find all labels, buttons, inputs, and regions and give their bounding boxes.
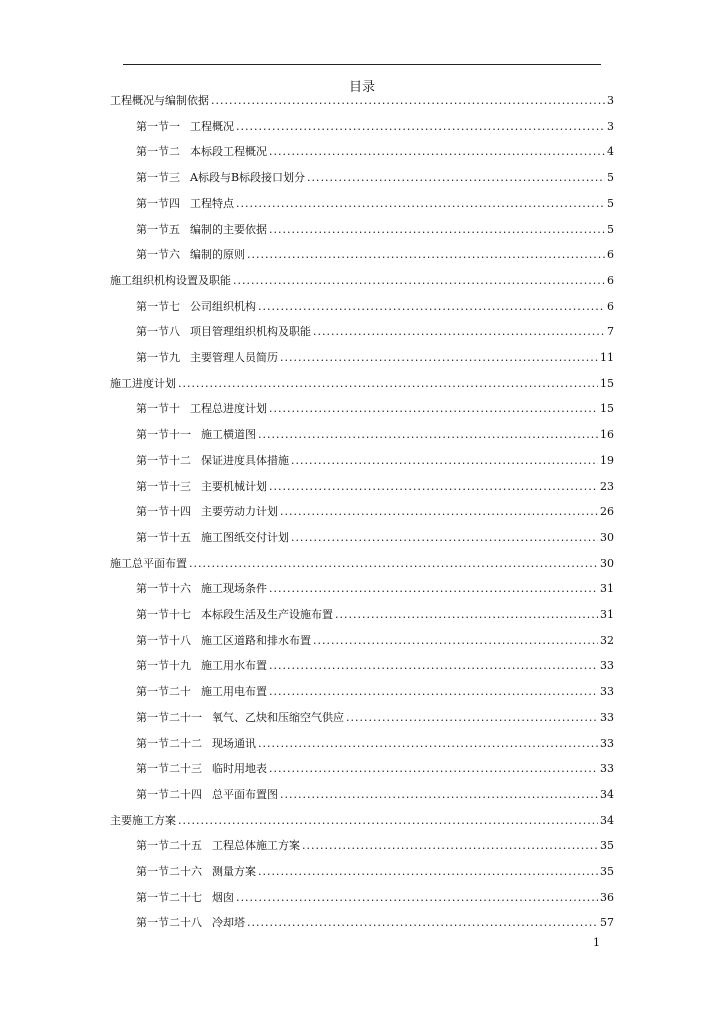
toc-entry-title: 施工进度计划 bbox=[110, 376, 176, 390]
toc-entry[interactable] bbox=[110, 92, 614, 108]
toc-entry[interactable] bbox=[136, 606, 614, 622]
toc-entry-title: 主要劳动力计划 bbox=[201, 505, 278, 519]
toc-leader-dots bbox=[280, 505, 598, 518]
toc-section-number: 第一节十六 bbox=[136, 582, 191, 596]
toc-leader-dots bbox=[302, 839, 598, 852]
toc-entry-title: 施工总平面布置 bbox=[110, 556, 187, 570]
toc-leader-dots bbox=[291, 531, 598, 544]
toc-page-number: 19 bbox=[600, 453, 614, 467]
toc-entry[interactable] bbox=[136, 452, 614, 468]
toc-entry-title: 项目管理组织机构及职能 bbox=[190, 325, 311, 339]
toc-entry[interactable] bbox=[136, 786, 614, 802]
toc-entry-title: 测量方案 bbox=[212, 865, 256, 878]
toc-title: 目录 bbox=[348, 80, 375, 95]
toc-entry[interactable] bbox=[136, 683, 614, 699]
toc-entry[interactable] bbox=[136, 118, 614, 134]
toc-entry-title: A标段与B标段接口划分 bbox=[190, 171, 306, 185]
toc-leader-dots bbox=[269, 223, 605, 236]
toc-section-number: 第一节九 bbox=[136, 351, 180, 364]
toc-leader-dots bbox=[269, 582, 598, 595]
toc-entry[interactable] bbox=[136, 529, 614, 545]
toc-leader-dots bbox=[269, 685, 598, 698]
toc-leader-dots bbox=[236, 120, 605, 133]
toc-page-number: 33 bbox=[600, 762, 614, 776]
toc-entry[interactable] bbox=[110, 375, 614, 391]
toc-entry-title: 施工现场条件 bbox=[201, 582, 267, 596]
toc-leader-dots bbox=[269, 480, 598, 493]
toc-page-number: 5 bbox=[607, 171, 614, 185]
toc-page-number: 15 bbox=[600, 402, 614, 416]
toc-page-number: 11 bbox=[600, 351, 614, 364]
toc-section-number: 第一节二十四 bbox=[136, 787, 202, 801]
toc-section-number: 第一节六 bbox=[136, 248, 180, 262]
toc-section-number: 第一节七 bbox=[136, 299, 180, 313]
toc-page-number: 16 bbox=[600, 428, 614, 442]
toc-leader-dots bbox=[236, 197, 605, 210]
toc-page-number: 30 bbox=[600, 530, 614, 544]
toc-page-number: 3 bbox=[607, 94, 614, 107]
toc-entry-title: 工程总进度计划 bbox=[190, 402, 267, 416]
toc-page-number: 34 bbox=[600, 813, 614, 827]
toc-section-number: 第一节十七 bbox=[136, 608, 191, 621]
toc-section-number: 第一节十二 bbox=[136, 453, 191, 467]
toc-leader-dots bbox=[335, 608, 598, 621]
toc-section-number: 第一节十一 bbox=[136, 428, 191, 442]
toc-entry[interactable] bbox=[136, 143, 614, 159]
toc-entry[interactable] bbox=[136, 349, 614, 365]
toc-entry[interactable] bbox=[136, 400, 614, 416]
toc-leader-dots bbox=[233, 274, 605, 287]
toc-page-number: 7 bbox=[607, 325, 614, 339]
toc-page-number: 33 bbox=[600, 659, 614, 673]
toc-page-number: 33 bbox=[600, 710, 614, 724]
toc-section-number: 第一节二十五 bbox=[136, 839, 202, 853]
toc-section-number: 第一节二十 bbox=[136, 685, 191, 699]
toc-leader-dots bbox=[258, 300, 605, 313]
toc-entry[interactable] bbox=[136, 709, 614, 725]
toc-section-number: 第一节二十七 bbox=[136, 890, 202, 904]
toc-leader-dots bbox=[236, 891, 598, 904]
toc-entry[interactable] bbox=[136, 863, 614, 879]
toc-section-number: 第一节二十一 bbox=[136, 710, 202, 724]
toc-entry-title: 施工用水布置 bbox=[201, 659, 267, 673]
toc-page-number: 15 bbox=[600, 376, 614, 390]
toc-entry-title: 现场通讯 bbox=[212, 736, 256, 750]
toc-entry[interactable] bbox=[136, 580, 614, 596]
toc-section-number: 第一节二十三 bbox=[136, 762, 202, 776]
toc-page-number: 32 bbox=[600, 633, 614, 647]
toc-page-number: 5 bbox=[607, 196, 614, 210]
toc-leader-dots bbox=[307, 171, 605, 184]
toc-page-number: 6 bbox=[607, 248, 614, 262]
toc-entry-title: 工程概况 bbox=[190, 119, 234, 133]
toc-entry[interactable] bbox=[136, 632, 614, 648]
toc-entry-title: 施工组织机构设置及职能 bbox=[110, 273, 231, 287]
page-number: 1 bbox=[593, 936, 600, 949]
toc-section-number: 第一节二十八 bbox=[136, 916, 202, 930]
toc-section-number: 第一节八 bbox=[136, 325, 180, 339]
toc-leader-dots bbox=[269, 402, 598, 415]
toc-page-number: 33 bbox=[600, 736, 614, 750]
toc-entry[interactable] bbox=[110, 272, 614, 288]
toc-entry-title: 氧气、乙炔和压缩空气供应 bbox=[212, 710, 344, 724]
header-rule bbox=[123, 64, 601, 65]
toc-entry[interactable] bbox=[136, 478, 614, 494]
toc-section-number: 第一节二十六 bbox=[136, 865, 202, 878]
toc-page-number: 36 bbox=[600, 890, 614, 904]
toc-entry[interactable] bbox=[136, 735, 614, 751]
toc-leader-dots bbox=[291, 454, 598, 467]
toc-entry-title: 施工区道路和排水布置 bbox=[201, 633, 311, 647]
toc-leader-dots bbox=[269, 659, 598, 672]
toc-section-number: 第一节十 bbox=[136, 402, 180, 416]
toc-entry-title: 冷却塔 bbox=[212, 916, 245, 930]
toc-section-number: 第一节二十二 bbox=[136, 736, 202, 750]
toc-leader-dots bbox=[269, 145, 605, 158]
toc-section-number: 第一节十八 bbox=[136, 633, 191, 647]
toc-entry-title: 本标段生活及生产设施布置 bbox=[201, 608, 333, 621]
toc-entry[interactable] bbox=[136, 246, 614, 262]
toc-page-number: 35 bbox=[600, 865, 614, 878]
toc-entry[interactable] bbox=[136, 657, 614, 673]
toc-leader-dots bbox=[313, 325, 605, 338]
toc-entry-title: 工程概况与编制依据 bbox=[110, 94, 209, 107]
toc-entry-title: 总平面布置图 bbox=[212, 787, 278, 801]
toc-entry[interactable] bbox=[136, 837, 614, 853]
toc-leader-dots bbox=[258, 865, 598, 878]
toc-entry[interactable] bbox=[136, 889, 614, 905]
toc-entry[interactable] bbox=[136, 298, 614, 314]
toc-entry[interactable] bbox=[110, 555, 614, 571]
toc-entry[interactable] bbox=[136, 914, 614, 930]
toc-leader-dots bbox=[189, 557, 598, 570]
toc-section-number: 第一节十三 bbox=[136, 479, 191, 493]
toc-leader-dots bbox=[247, 916, 598, 929]
toc-entry[interactable] bbox=[136, 503, 614, 519]
toc-entry-title: 施工横道图 bbox=[201, 428, 256, 442]
toc-entry-title: 主要施工方案 bbox=[110, 813, 176, 827]
toc-page-number: 31 bbox=[600, 582, 614, 596]
toc-leader-dots bbox=[258, 428, 598, 441]
toc-entry[interactable] bbox=[136, 221, 614, 237]
toc-entry-title: 工程总体施工方案 bbox=[212, 839, 300, 853]
toc-leader-dots bbox=[280, 351, 598, 364]
toc-entry-title: 本标段工程概况 bbox=[190, 145, 267, 159]
toc-leader-dots bbox=[211, 94, 605, 107]
toc-section-number: 第一节十五 bbox=[136, 530, 191, 544]
toc-page-number: 6 bbox=[607, 299, 614, 313]
toc-page-number: 30 bbox=[600, 556, 614, 570]
toc-entry[interactable] bbox=[136, 426, 614, 442]
toc-section-number: 第一节五 bbox=[136, 222, 180, 236]
toc-section-number: 第一节十九 bbox=[136, 659, 191, 673]
toc-entry-title: 保证进度具体措施 bbox=[201, 453, 289, 467]
toc-page-number: 33 bbox=[600, 685, 614, 699]
toc-leader-dots bbox=[346, 711, 598, 724]
toc-page-number: 6 bbox=[607, 273, 614, 287]
toc-section-number: 第一节三 bbox=[136, 171, 180, 185]
toc-leader-dots bbox=[280, 788, 598, 801]
toc-leader-dots bbox=[258, 737, 598, 750]
toc-entry-title: 施工图纸交付计划 bbox=[201, 530, 289, 544]
toc-entry-title: 编制的原则 bbox=[190, 248, 245, 262]
toc-entry-title: 烟囱 bbox=[212, 890, 234, 904]
toc-page-number: 5 bbox=[607, 222, 614, 236]
toc-page-number: 26 bbox=[600, 505, 614, 519]
toc-page-number: 35 bbox=[600, 839, 614, 853]
toc-page-number: 34 bbox=[600, 787, 614, 801]
toc-entry-title: 工程特点 bbox=[190, 196, 234, 210]
toc-entry-title: 主要机械计划 bbox=[201, 479, 267, 493]
toc-section-number: 第一节四 bbox=[136, 196, 180, 210]
toc-entry[interactable] bbox=[136, 169, 614, 185]
toc-leader-dots bbox=[247, 248, 605, 261]
toc-entry[interactable] bbox=[136, 760, 614, 776]
toc-page-number: 57 bbox=[600, 916, 614, 930]
toc-leader-dots bbox=[269, 762, 598, 775]
toc-entry-title: 施工用电布置 bbox=[201, 685, 267, 699]
toc-entry[interactable] bbox=[136, 195, 614, 211]
toc-entry-title: 编制的主要依据 bbox=[190, 222, 267, 236]
toc-entry[interactable] bbox=[136, 323, 614, 339]
toc-entry-title: 主要管理人员简历 bbox=[190, 351, 278, 364]
toc-section-number: 第一节一 bbox=[136, 119, 180, 133]
toc-entry-title: 临时用地表 bbox=[212, 762, 267, 776]
toc-entry-title: 公司组织机构 bbox=[190, 299, 256, 313]
toc-page-number: 4 bbox=[607, 145, 614, 159]
toc-page-number: 3 bbox=[607, 119, 614, 133]
toc-section-number: 第一节二 bbox=[136, 145, 180, 159]
toc-leader-dots bbox=[178, 377, 598, 390]
toc-page-number: 31 bbox=[600, 608, 614, 621]
toc-page-number: 23 bbox=[600, 479, 614, 493]
toc-entry[interactable] bbox=[110, 812, 614, 828]
toc-leader-dots bbox=[313, 634, 598, 647]
toc-section-number: 第一节十四 bbox=[136, 505, 191, 519]
toc-leader-dots bbox=[178, 814, 598, 827]
